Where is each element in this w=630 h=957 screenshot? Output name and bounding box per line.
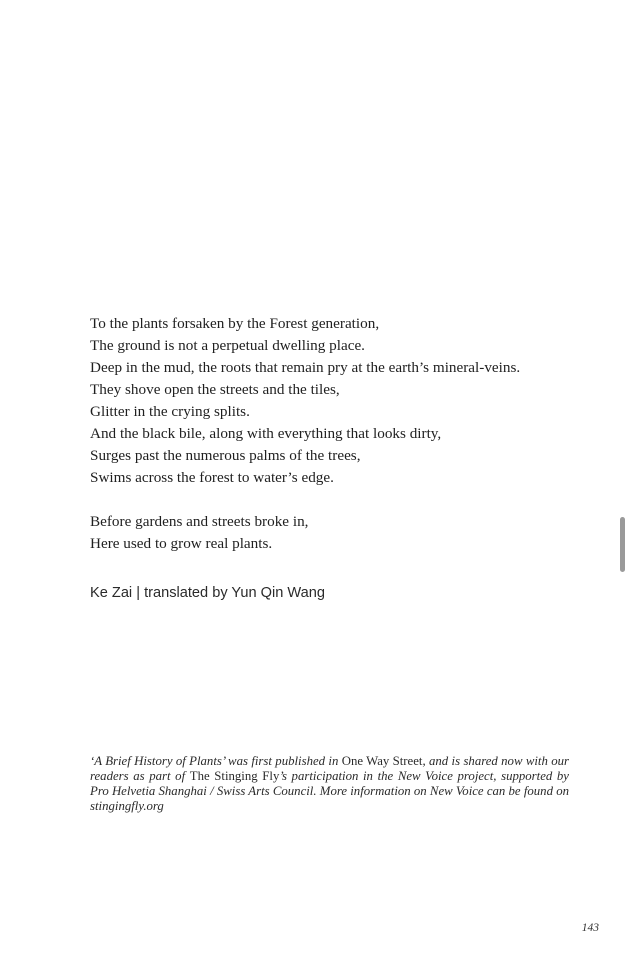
poem-line: Here used to grow real plants. bbox=[90, 535, 273, 552]
poem-line: The ground is not a perpetual dwelling place. bbox=[90, 337, 365, 354]
poem-line: Before gardens and streets broke in, bbox=[90, 513, 309, 530]
poem-stanza-2 bbox=[90, 511, 590, 555]
scrollbar-thumb[interactable] bbox=[620, 517, 625, 572]
poem-line: They shove open the streets and the tiles, bbox=[90, 381, 340, 398]
note-text: ‘A Brief History of Plants’ was first published in bbox=[90, 754, 342, 768]
poem-stanza-1 bbox=[90, 313, 590, 489]
author-attribution: Ke Zai | translated by Yun Qin Wang bbox=[90, 585, 325, 601]
page-number: 143 bbox=[581, 922, 599, 934]
poem-line: And the black bile, along with everything that looks dirty, bbox=[90, 425, 442, 442]
note-text: , and is shared now with our readers as part of bbox=[90, 754, 569, 783]
note-title-one-way-street: One Way Street bbox=[341, 754, 423, 768]
publication-note bbox=[90, 754, 569, 814]
note-title-stinging-fly: The Stinging Fly bbox=[189, 769, 280, 783]
poem-line: Surges past the numerous palms of the trees, bbox=[90, 447, 361, 464]
poem-line: Swims across the forest to water’s edge. bbox=[90, 469, 334, 486]
poem-line: Glitter in the crying splits. bbox=[90, 403, 250, 420]
note-text: ’s participation in the New Voice project, supported by Pro Helvetia Shanghai / Swiss Arts Council. More information on New Voice can be found on stingingfly.org bbox=[90, 769, 569, 813]
poem bbox=[90, 313, 590, 555]
poem-line: Deep in the mud, the roots that remain pry at the earth’s mineral-veins. bbox=[90, 359, 521, 376]
poem-line: To the plants forsaken by the Forest generation, bbox=[90, 315, 380, 332]
